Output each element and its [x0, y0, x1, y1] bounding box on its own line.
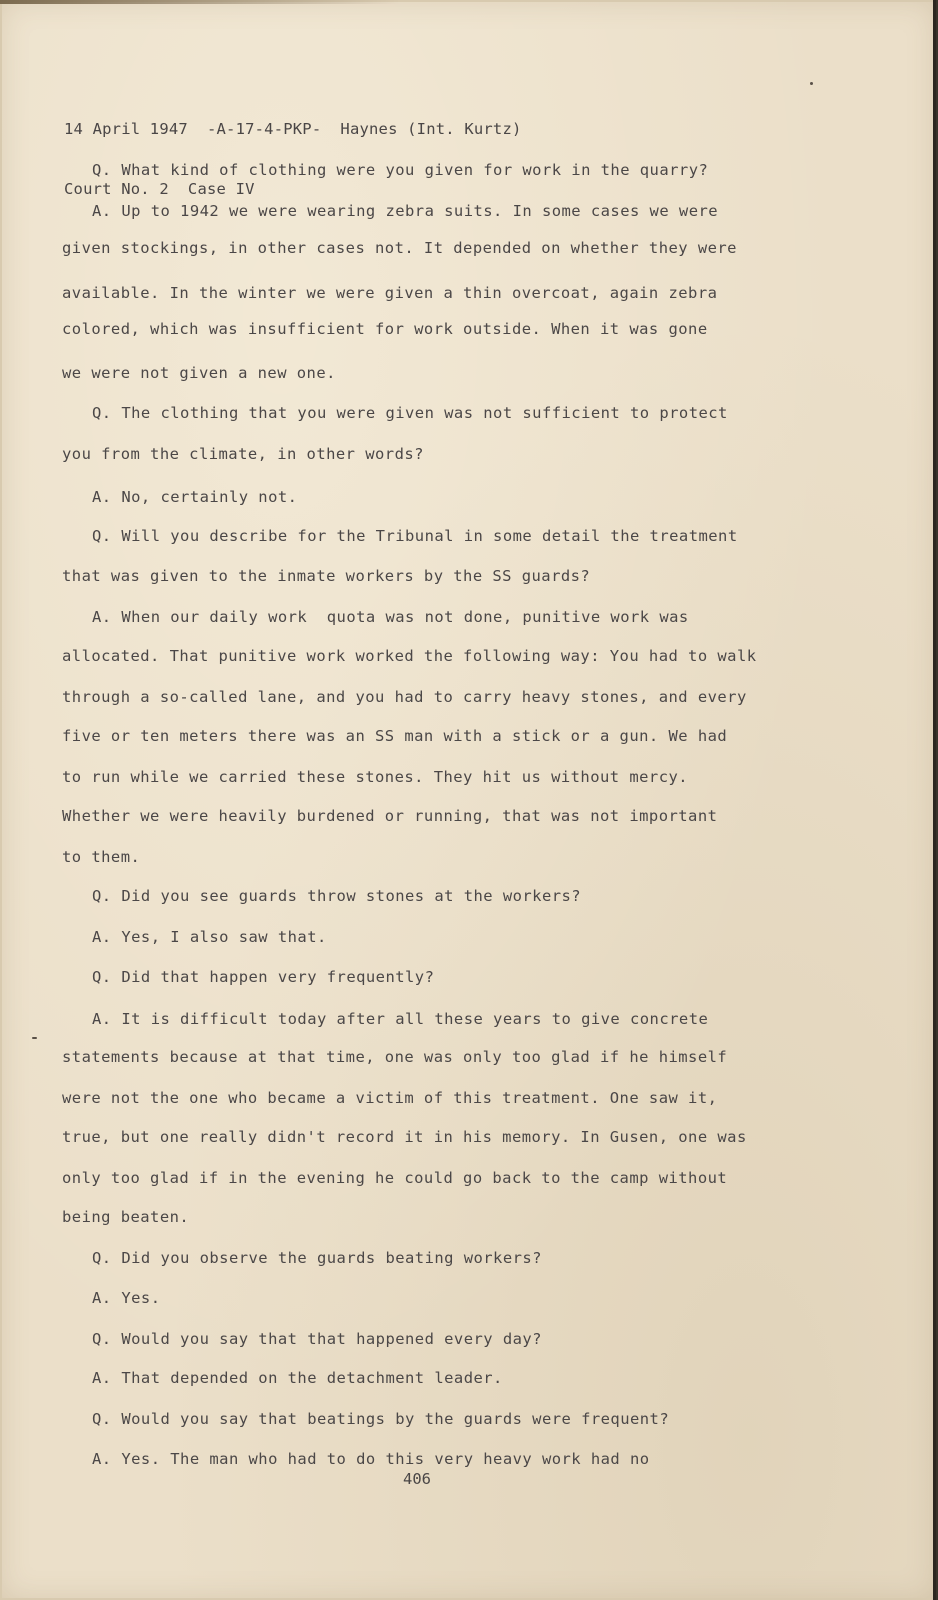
transcript-line: Q. Will you describe for the Tribunal in some detail the treatment: [92, 527, 738, 545]
page-number: 406: [403, 1470, 431, 1488]
transcript-line: through a so-called lane, and you had to carry heavy stones, and every: [62, 688, 747, 706]
transcript-line: you from the climate, in other words?: [62, 445, 424, 463]
transcript-line: to them.: [62, 848, 141, 866]
header-date-line: 14 April 1947 -A-17-4-PKP- Haynes (Int. Kurtz): [64, 120, 522, 138]
transcript-line: were not the one who became a victim of this treatment. One saw it,: [62, 1089, 718, 1107]
transcript-line: A. Yes. The man who had to do this very heavy work had no: [92, 1450, 650, 1468]
transcript-line: A. It is difficult today after all these years to give concrete: [92, 1010, 709, 1028]
paper-speck: [32, 1037, 37, 1039]
transcript-line: true, but one really didn't record it in his memory. In Gusen, one was: [62, 1128, 747, 1146]
paper-speck: [810, 82, 813, 85]
transcript-line: allocated. That punitive work worked the following way: You had to walk: [62, 647, 757, 665]
transcript-line: colored, which was insufficient for work outside. When it was gone: [62, 320, 708, 338]
transcript-line: Q. Did that happen very frequently?: [92, 968, 435, 986]
transcript-line: given stockings, in other cases not. It depended on whether they were: [62, 239, 737, 257]
transcript-line: Q. What kind of clothing were you given for work in the quarry?: [92, 161, 709, 179]
page-top-edge: [0, 0, 400, 4]
transcript-line: available. In the winter we were given a thin overcoat, again zebra: [62, 284, 718, 302]
transcript-line: to run while we carried these stones. They hit us without mercy.: [62, 768, 689, 786]
transcript-line: Q. Would you say that beatings by the guards were frequent?: [92, 1410, 670, 1428]
transcript-line: five or ten meters there was an SS man with a stick or a gun. We had: [62, 727, 728, 745]
header-court-line: Court No. 2 Case IV: [64, 180, 255, 198]
transcript-line: we were not given a new one.: [62, 364, 336, 382]
transcript-line: Q. Would you say that that happened every day?: [92, 1330, 542, 1348]
transcript-line: only too glad if in the evening he could go back to the camp without: [62, 1169, 728, 1187]
transcript-line: A. No, certainly not.: [92, 488, 298, 506]
transcript-line: statements because at that time, one was only too glad if he himself: [62, 1048, 728, 1066]
transcript-line: A. When our daily work quota was not done, punitive work was: [92, 608, 689, 626]
transcript-line: A. Yes.: [92, 1289, 161, 1307]
transcript-line: A. Yes, I also saw that.: [92, 928, 327, 946]
transcript-line: that was given to the inmate workers by the SS guards?: [62, 567, 591, 585]
transcript-line: A. Up to 1942 we were wearing zebra suits. In some cases we were: [92, 202, 719, 220]
page-right-edge: [933, 0, 936, 1600]
transcript-line: Q. The clothing that you were given was not sufficient to protect: [92, 404, 728, 422]
transcript-line: Q. Did you observe the guards beating workers?: [92, 1249, 542, 1267]
transcript-line: A. That depended on the detachment leader.: [92, 1369, 503, 1387]
transcript-line: Q. Did you see guards throw stones at the workers?: [92, 887, 582, 905]
transcript-line: being beaten.: [62, 1208, 190, 1226]
transcript-line: Whether we were heavily burdened or running, that was not important: [62, 807, 718, 825]
